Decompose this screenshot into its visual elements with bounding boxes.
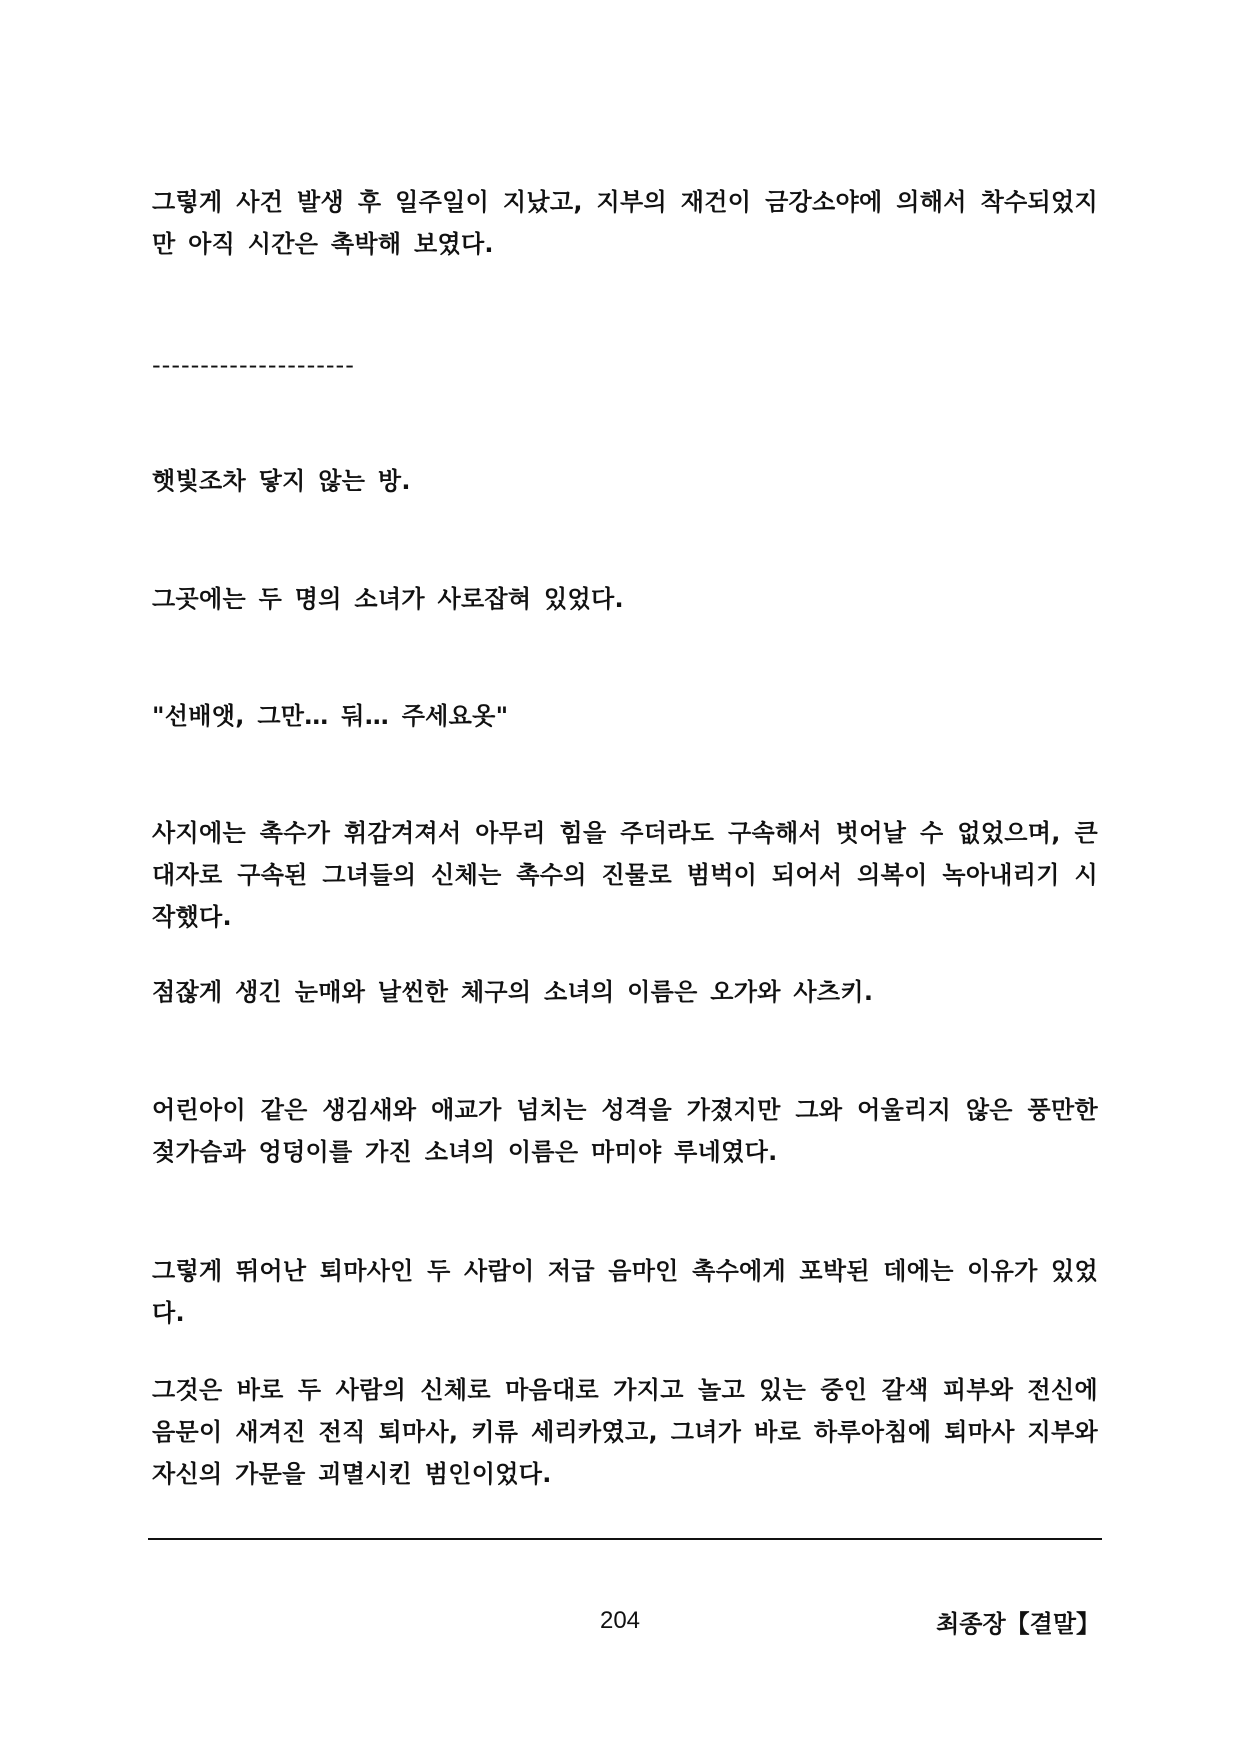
paragraph-text: 점잖게 생긴 눈매와 날씬한 체구의 소녀의 이름은 오가와 사츠키. bbox=[152, 978, 874, 1006]
dialogue-text: "선배앳, 그만… 둬… 주세요옷" bbox=[152, 702, 509, 730]
section-divider bbox=[152, 344, 1098, 386]
paragraph-serika bbox=[152, 1369, 1098, 1495]
paragraph-tentacles bbox=[152, 812, 1098, 938]
paragraph-reason bbox=[152, 1250, 1098, 1334]
paragraph-two-girls bbox=[152, 578, 1098, 620]
paragraph-satsuki bbox=[152, 971, 1098, 1013]
divider-line-text: --------------------- bbox=[152, 351, 355, 379]
paragraph-text: 햇빛조차 닿지 않는 방. bbox=[152, 467, 411, 495]
chapter-title: 최종장【결말】 bbox=[936, 1610, 1100, 1638]
paragraph-dark-room bbox=[152, 460, 1098, 502]
paragraph-text: 어린아이 같은 생김새와 애교가 넘치는 성격을 가졌지만 그와 어울리지 않은 풍만한 젖가슴과 엉덩이를 가진 소녀의 이름은 마미야 루네였다. bbox=[152, 1096, 1098, 1166]
paragraph-text: 사지에는 촉수가 휘감겨져서 아무리 힘을 주더라도 구속해서 벗어날 수 없었으며, 큰대자로 구속된 그녀들의 신체는 촉수의 진물로 범벅이 되어서 의복이 녹아내리기 시작했다. bbox=[152, 819, 1098, 931]
paragraph-text: 그곳에는 두 명의 소녀가 사로잡혀 있었다. bbox=[152, 585, 624, 613]
paragraph-text: 그렇게 뛰어난 퇴마사인 두 사람이 저급 음마인 촉수에게 포박된 데에는 이유가 있었다. bbox=[152, 1257, 1098, 1327]
footer-divider bbox=[148, 1538, 1102, 1540]
paragraph-rune bbox=[152, 1089, 1098, 1173]
paragraph-dialogue bbox=[152, 695, 1098, 737]
paragraph-text: 그렇게 사건 발생 후 일주일이 지났고, 지부의 재건이 금강소야에 의해서 착수되었지만 아직 시간은 촉박해 보였다. bbox=[152, 188, 1098, 258]
paragraph-text: 그것은 바로 두 사람의 신체로 마음대로 가지고 놀고 있는 중인 갈색 피부와 전신에 음문이 새겨진 전직 퇴마사, 키류 세리카였고, 그녀가 바로 하루아침에 퇴마사 지부와 자신의 가문을 괴멸시킨 범인이었다. bbox=[152, 1376, 1098, 1488]
page-number: 204 bbox=[599, 1607, 641, 1634]
paragraph-aftermath bbox=[152, 181, 1098, 265]
